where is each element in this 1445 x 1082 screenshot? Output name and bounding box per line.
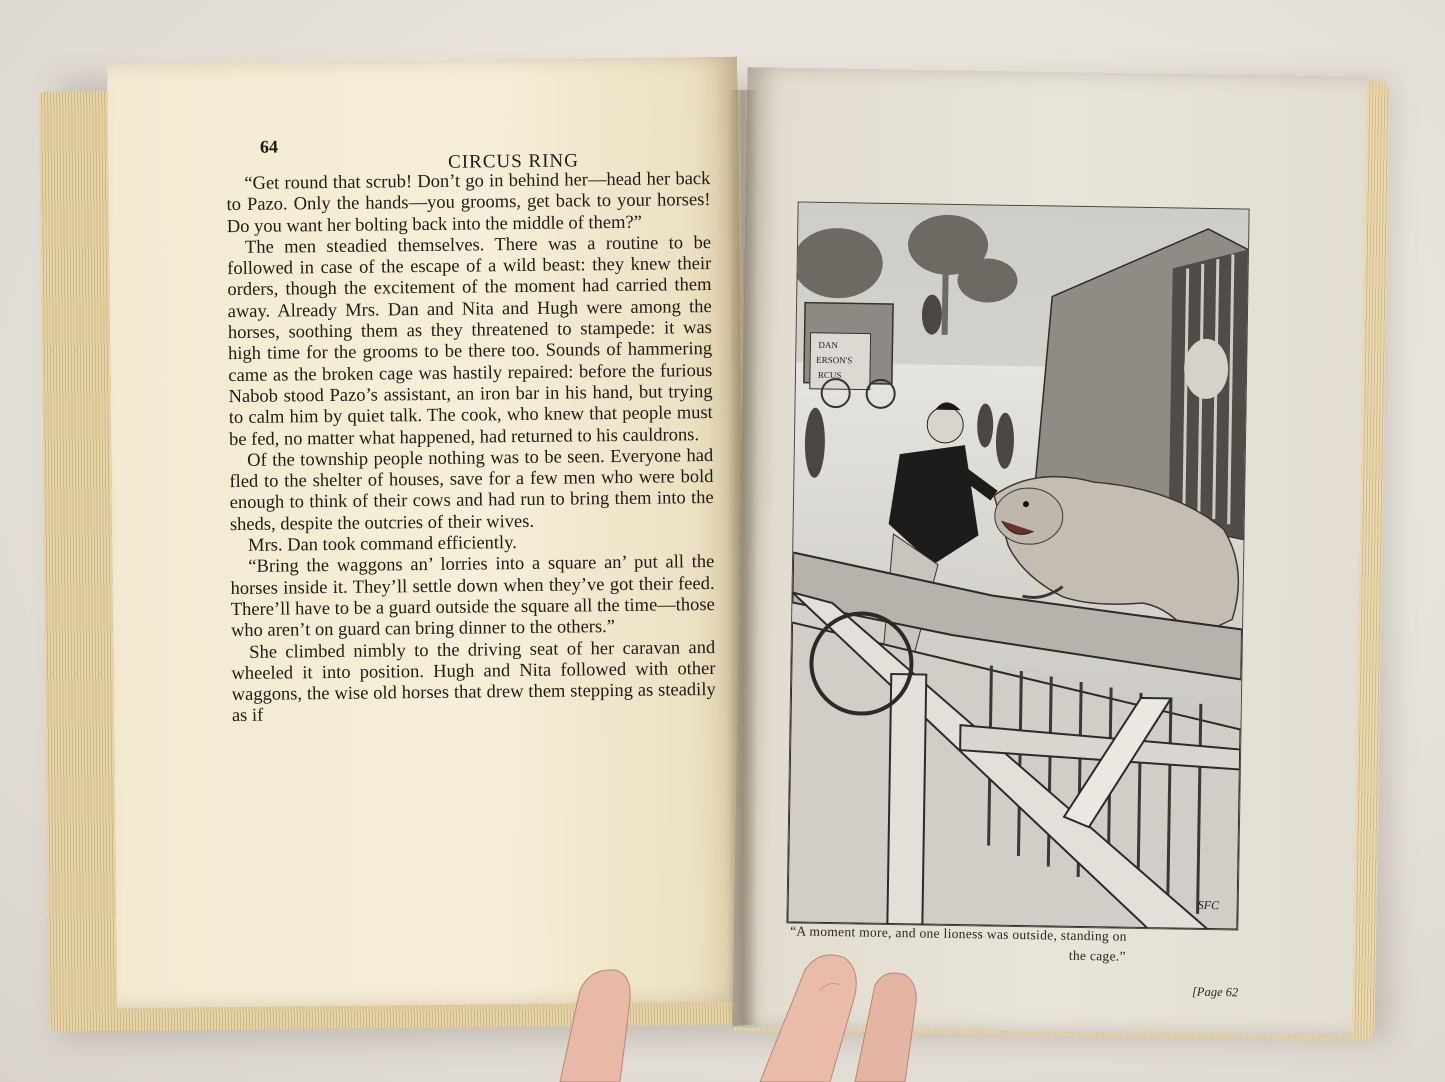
page-number: 64	[259, 136, 279, 157]
book-gutter	[728, 90, 758, 1025]
caption-line-1: “A moment more, and one lioness was outside, standing on	[790, 923, 1127, 944]
plate-page-reference: [Page 62	[1191, 984, 1239, 1000]
caption-line-2: the cage.”	[1068, 947, 1126, 964]
lioness-illustration	[786, 201, 1249, 930]
hand	[520, 940, 980, 1082]
paragraph: She climbed nimbly to the driving seat of her caravan and wheeled it into position. Hugh and Nita followed with other waggons, the wise old horses that drew them stepping as steadily as if	[231, 637, 716, 727]
paragraph: “Bring the waggons an’ lorries into a square an’ put all the horses inside it. They’ll settle down when they’ve got their feed. There’ll have to be a guard outside the square all the time—those who aren’t on guard can bring dinner to the others.”	[230, 552, 715, 642]
wagon-sign-line3: RCUS	[817, 369, 842, 381]
left-page	[107, 57, 747, 1009]
wagon-sign-line2: ERSON'S	[816, 354, 853, 366]
artist-signature: SFC	[1197, 897, 1220, 913]
wagon-sign-line1: DAN	[818, 339, 839, 351]
paragraph: Of the township people nothing was to be seen. Everyone had fled to the shelter of houses, save for a few men who were bold enough to think of their cows and had run to bring them into the sheds, despite the outcries of their wives.	[229, 445, 714, 535]
paragraph: The men steadied themselves. There was a routine to be followed in case of the escape of a wild beast: they knew their orders, though the excitement of the moment had carried them away. Already Mrs. Dan and Nita and Hugh were among the horses, soothing them as they threatened to stampede: it was high time for the grooms to be there too. Sounds of hammering came as the broken cage was hastily repaired: before the furious Nabob stood Pazo’s assistant, an iron bar in his hand, but trying to calm him by quiet talk. The cook, who knew that people must be fed, no matter what happened, had returned to his cauldrons.	[227, 232, 713, 450]
illustration-drawing	[787, 203, 1248, 930]
paragraph: Mrs. Dan took command efficiently.	[248, 533, 517, 556]
running-head: CIRCUS RING	[448, 150, 580, 173]
paragraph: “Get round that scrub! Don’t go in behind her—head her back to Pazo. Only the hands—you grooms, get back to your horses! Do you want her bolting back into the middle of them?”	[226, 169, 711, 237]
body-text	[226, 169, 716, 728]
